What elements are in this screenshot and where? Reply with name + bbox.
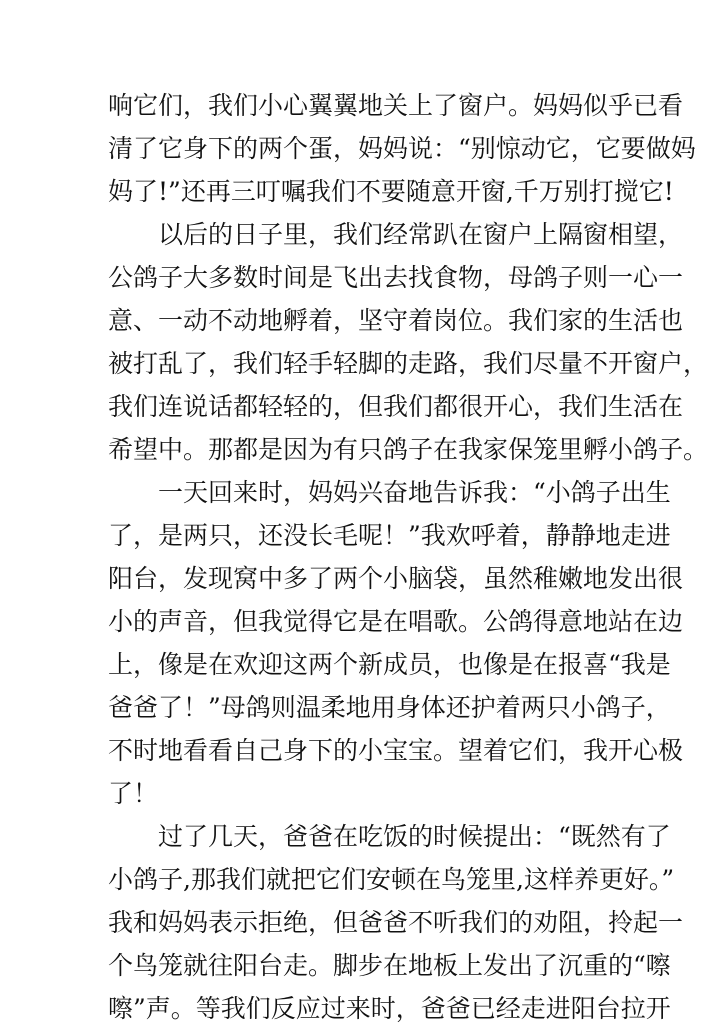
paragraph-first-line: 过了几天，爸爸在吃饭的时候提出：“既然有了: [158, 822, 671, 851]
text-line: 意、一动不动地孵着，坚守着岗位。我们家的生活也: [108, 306, 684, 335]
paragraph-last-line: 了！: [108, 779, 159, 808]
text-line: 小的声音，但我觉得它是在唱歌。公鸽得意地站在边: [108, 607, 684, 636]
text-line: 清了它身下的两个蛋，妈妈说：“别惊动它，它要做妈: [108, 134, 696, 163]
text-line: 个鸟笼就往阳台走。脚步在地板上发出了沉重的“嚓: [108, 951, 671, 980]
text-line: 上，像是在欢迎这两个新成员，也像是在报喜“我是: [108, 650, 671, 679]
text-line: 嚓”声。等我们反应过来时，爸爸已经走进阳台拉开: [108, 994, 671, 1023]
text-line: 被打乱了，我们轻手轻脚的走路，我们尽量不开窗户，: [108, 349, 709, 378]
text-line: 公鸽子大多数时间是飞出去找食物，母鸽子则一心一: [108, 263, 684, 292]
text-line: 了，是两只，还没长毛呢！”我欢呼着，静静地走进: [108, 521, 671, 550]
text-line: 我和妈妈表示拒绝，但爸爸不听我们的劝阻，拎起一: [108, 908, 684, 937]
paragraph-first-line: 以后的日子里，我们经常趴在窗户上隔窗相望，: [158, 220, 684, 249]
document-page: [108, 84, 709, 1030]
text-line: 小鸽子,那我们就把它们安顿在鸟笼里,这样养更好。”: [108, 865, 675, 894]
text-line: 希望中。那都是因为有只鸽子在我家保笼里孵小鸽子。: [108, 435, 709, 464]
text-line: 阳台，发现窝中多了两个小脑袋，虽然稚嫩地发出很: [108, 564, 684, 593]
paragraph-first-line: 一天回来时，妈妈兴奋地告诉我：“小鸽子出生: [158, 478, 671, 507]
text-line: 响它们，我们小心翼翼地关上了窗户。妈妈似乎已看: [108, 91, 684, 120]
text-line: 我们连说话都轻轻的，但我们都很开心，我们生活在: [108, 392, 684, 421]
text-line: 妈了!”还再三叮嘱我们不要随意开窗,千万别打搅它!: [108, 177, 674, 206]
text-line: 爸爸了！”母鸽则温柔地用身体还护着两只小鸽子，: [108, 693, 671, 722]
text-line: 不时地看看自己身下的小宝宝。望着它们，我开心极: [108, 736, 684, 765]
